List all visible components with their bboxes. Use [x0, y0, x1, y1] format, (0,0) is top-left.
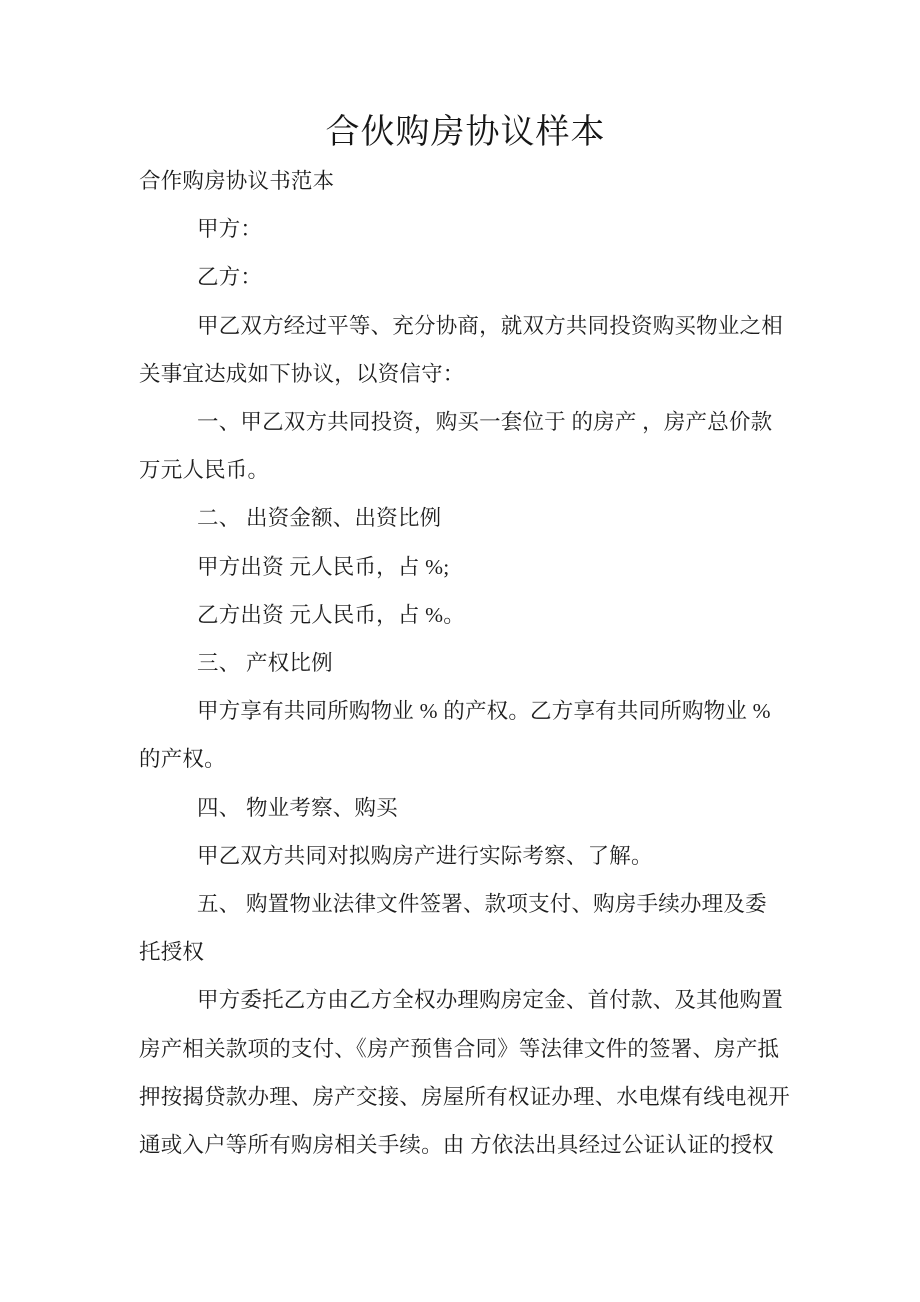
document-line: 乙方：: [197, 265, 263, 290]
document-line: 一、甲乙双方共同投资，购买一套位于 的房产 ，房产总价款: [197, 410, 773, 435]
document-line: 甲乙双方经过平等、充分协商，就双方共同投资购买物业之相: [197, 313, 783, 338]
document-line: 合作购房协议书范本: [139, 169, 335, 193]
document-line: 押按揭贷款办理、房产交接、房屋所有权证办理、水电煤有线电视开: [139, 1084, 791, 1109]
document-line: 房产相关款项的支付、《房产预售合同》等法律文件的签署、房产抵: [139, 1036, 780, 1061]
document-line: 托授权: [139, 940, 205, 965]
document-line: 甲乙双方共同对拟购房产进行实际考察、了解。: [197, 843, 653, 868]
document-line: 的产权。: [139, 747, 226, 772]
document-body: [139, 157, 792, 1169]
document-line: 乙方出资 元人民币，占 %。: [197, 602, 465, 627]
document-line: 甲方出资 元人民币，占 %;: [197, 554, 450, 579]
document-line: 甲方：: [197, 217, 263, 242]
document-line: 五、 购置物业法律文件签署、款项支付、购房手续办理及委: [197, 892, 767, 917]
document-title: 合伙购房协议样本: [325, 114, 606, 151]
document-line: 四、 物业考察、购买: [197, 795, 398, 820]
document-line: 三、 产权比例: [197, 651, 333, 676]
document-line: 关事宜达成如下协议，以资信守：: [139, 361, 465, 386]
document-line: 通或入户等所有购房相关手续。由 方依法出具经过公证认证的授权: [139, 1133, 774, 1158]
document-line: 二、 出资金额、出资比例: [197, 506, 442, 531]
document-line: 甲方享有共同所购物业 % 的产权。乙方享有共同所购物业 %: [197, 699, 771, 724]
document-line: 万元人民币。: [139, 458, 270, 483]
document-line: 甲方委托乙方由乙方全权办理购房定金、首付款、及其他购置: [197, 988, 783, 1013]
